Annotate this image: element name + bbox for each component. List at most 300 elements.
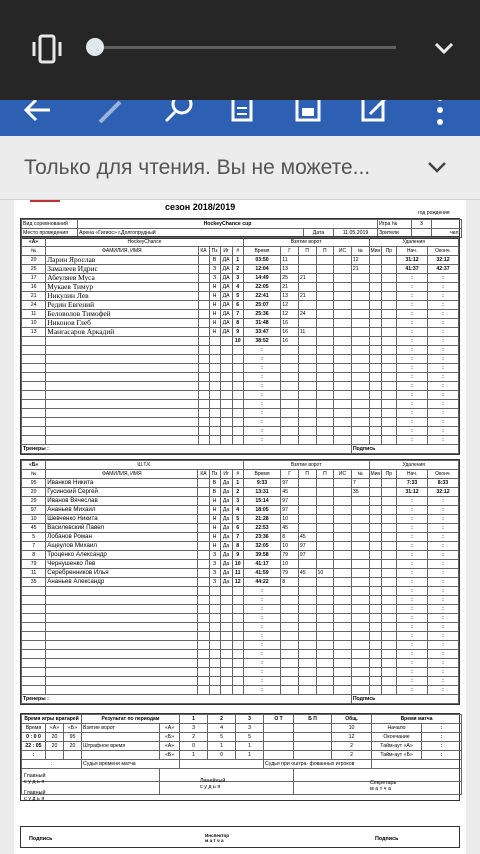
penalty-player — [351, 677, 369, 686]
penalty-reason — [381, 686, 396, 695]
player-number: 11 — [22, 569, 46, 578]
goal-assist-1 — [298, 488, 316, 497]
period-score: 1 — [208, 742, 236, 751]
goal-number: 11 — [232, 569, 243, 578]
table-row — [22, 292, 459, 301]
penalty-player: 21 — [351, 265, 369, 274]
goal-number — [232, 364, 243, 373]
table-row — [22, 623, 459, 632]
period-score: 2 — [332, 751, 372, 760]
goal-situation — [334, 328, 352, 337]
period-score: 3 — [236, 724, 264, 733]
goal-assist-1: 21 — [298, 292, 316, 301]
goal-situation — [334, 587, 352, 596]
goal-assist-1 — [298, 382, 316, 391]
penalty-min — [369, 319, 381, 328]
column-header: Нач. — [397, 470, 428, 479]
goal-assist-2 — [316, 668, 334, 677]
penalty-reason — [381, 506, 396, 515]
penalty-start: : — [397, 391, 428, 400]
column-header: № — [351, 247, 369, 256]
player-number — [22, 686, 46, 695]
save-icon[interactable] — [288, 100, 328, 132]
goal-assist-1 — [298, 301, 316, 310]
player-position: З — [209, 560, 220, 569]
penalty-start: : — [397, 587, 428, 596]
goal-number — [232, 418, 243, 427]
player-ka — [198, 436, 209, 445]
penalty-player — [351, 427, 369, 436]
team-b-table — [20, 459, 460, 705]
player-number: 35 — [22, 578, 46, 587]
player-ka — [198, 533, 209, 542]
goal-scorer: 12 — [281, 310, 299, 319]
player-name — [46, 650, 198, 659]
penalty-end: : — [427, 614, 458, 623]
goal-assist-1 — [298, 265, 316, 274]
table-row — [22, 328, 459, 337]
goal-number: 3 — [232, 274, 243, 283]
goal-scorer — [281, 382, 299, 391]
document-icon[interactable] — [222, 100, 262, 132]
coaches-label: Тренеры : — [22, 695, 352, 704]
penalty-player — [351, 292, 369, 301]
goal-time: : — [243, 605, 281, 614]
period-score: 2 — [180, 733, 208, 742]
goal-assist-2 — [316, 659, 334, 668]
player-name: Василевский Павел — [46, 524, 198, 533]
goal-assist-2 — [316, 524, 334, 533]
player-number: 45 — [22, 524, 46, 533]
penalty-start: : — [397, 560, 428, 569]
column-header: Пр — [381, 247, 396, 256]
goal-situation — [334, 382, 352, 391]
goal-situation — [334, 623, 352, 632]
penalty-end: : — [427, 569, 458, 578]
penalty-player — [351, 623, 369, 632]
place-label: Место проведения — [22, 229, 78, 238]
goal-scorer: 10 — [281, 542, 299, 551]
player-played: Да — [220, 542, 232, 551]
penalty-min — [369, 551, 381, 560]
team-header-row — [22, 461, 459, 470]
goal-situation — [334, 569, 352, 578]
penalty-end: : — [427, 409, 458, 418]
penalty-min — [369, 488, 381, 497]
penalty-start: : — [397, 632, 428, 641]
comp-label: Вид соревнований — [22, 220, 78, 229]
gk-time-cell: «Б» — [64, 724, 82, 733]
column-header: Время — [243, 470, 281, 479]
period-score — [264, 751, 294, 760]
player-played: ДА — [220, 265, 232, 274]
goal-time: 03:50 — [243, 256, 281, 265]
penalty-start: : — [397, 382, 428, 391]
game-no: 3 — [412, 220, 432, 229]
goal-assist-2 — [316, 596, 334, 605]
goal-number: 4 — [232, 506, 243, 515]
gk-time-cell: 20 — [64, 742, 82, 751]
player-number — [22, 614, 46, 623]
goal-assist-2 — [316, 310, 334, 319]
goal-scorer: 79 — [281, 569, 299, 578]
player-position — [209, 355, 220, 364]
goal-assist-1 — [298, 515, 316, 524]
goal-number — [232, 641, 243, 650]
goal-situation — [334, 542, 352, 551]
player-position — [209, 641, 220, 650]
penalty-reason — [381, 418, 396, 427]
volume-slider-thumb[interactable] — [86, 38, 104, 56]
goal-situation — [334, 605, 352, 614]
goal-assist-2 — [316, 409, 334, 418]
penalty-player — [351, 596, 369, 605]
goal-time: 13:31 — [243, 488, 281, 497]
goal-time: 14:49 — [243, 274, 281, 283]
player-position: В — [209, 488, 220, 497]
penalty-end: : — [427, 587, 458, 596]
player-ka — [198, 319, 209, 328]
player-ka — [198, 310, 209, 319]
goal-situation — [334, 400, 352, 409]
vibrate-icon[interactable] — [30, 34, 64, 64]
penalty-end: : — [427, 346, 458, 355]
goal-assist-2 — [316, 497, 334, 506]
player-position — [209, 614, 220, 623]
goal-assist-1 — [298, 256, 316, 265]
player-ka — [198, 623, 209, 632]
player-played — [220, 373, 232, 382]
table-row — [22, 587, 459, 596]
penalty-start: : — [397, 364, 428, 373]
table-row — [22, 497, 459, 506]
penalty-min — [369, 418, 381, 427]
table-row — [22, 641, 459, 650]
back-arrow-icon[interactable] — [18, 100, 58, 132]
goal-number: 7 — [232, 310, 243, 319]
penalty-min — [369, 479, 381, 488]
volume-slider-track[interactable] — [94, 46, 396, 49]
table-row — [22, 364, 459, 373]
goal-assist-1 — [298, 560, 316, 569]
goal-situation — [334, 650, 352, 659]
player-played — [220, 400, 232, 409]
player-played: ДА — [220, 292, 232, 301]
penalty-end: : — [427, 686, 458, 695]
goal-scorer: 16 — [281, 337, 299, 346]
period-score — [264, 724, 294, 733]
penalty-reason — [381, 382, 396, 391]
signature-box — [20, 826, 460, 848]
penalty-reason — [381, 569, 396, 578]
player-played — [220, 427, 232, 436]
goal-assist-1 — [298, 524, 316, 533]
edit-sign-icon[interactable] — [354, 100, 394, 132]
penalty-min — [369, 524, 381, 533]
goal-assist-2 — [316, 337, 334, 346]
player-position — [209, 364, 220, 373]
goal-assist-2 — [316, 506, 334, 515]
goal-situation — [334, 497, 352, 506]
penalty-player — [351, 301, 369, 310]
penalty-end: : — [427, 364, 458, 373]
summary-row-label: Штрафное время — [82, 742, 160, 751]
goal-assist-1 — [298, 427, 316, 436]
match-time-item: Тайм-аут «Б» — [372, 751, 422, 760]
player-ka — [198, 650, 209, 659]
goal-time: 22:05 — [243, 283, 281, 292]
penalty-end: : — [427, 292, 458, 301]
player-name — [46, 355, 198, 364]
chevron-down-icon[interactable] — [432, 38, 456, 58]
app-toolbar — [0, 100, 480, 136]
table-row — [22, 659, 459, 668]
player-ka — [198, 488, 209, 497]
goal-scorer: 10 — [281, 560, 299, 569]
penalty-player — [351, 641, 369, 650]
goal-number: 1 — [232, 479, 243, 488]
player-ka — [198, 427, 209, 436]
penalty-player — [351, 605, 369, 614]
player-played — [220, 382, 232, 391]
player-name: Гусинский Сергей — [46, 488, 198, 497]
goal-time: : — [243, 436, 281, 445]
player-name — [46, 337, 198, 346]
table-row — [22, 578, 459, 587]
table-row — [22, 337, 459, 346]
goal-assist-1 — [298, 346, 316, 355]
player-name — [46, 346, 198, 355]
penalty-start: : — [397, 400, 428, 409]
goal-assist-1 — [298, 506, 316, 515]
penalty-player — [351, 364, 369, 373]
player-name — [46, 605, 198, 614]
player-position — [209, 587, 220, 596]
goal-assist-2 — [316, 587, 334, 596]
penalty-reason — [381, 256, 396, 265]
player-played: ДА — [220, 283, 232, 292]
secretary-label: Секретарь м а т ч а — [370, 780, 397, 792]
player-number — [22, 346, 46, 355]
player-played — [220, 614, 232, 623]
period-ot: О Т — [264, 715, 294, 724]
goal-number — [232, 668, 243, 677]
goal-time: 33:47 — [243, 328, 281, 337]
player-name: Чернушенко Лев — [46, 560, 198, 569]
penalty-start: 7:33 — [397, 479, 428, 488]
goal-scorer — [281, 596, 299, 605]
player-played: Да — [220, 533, 232, 542]
goal-number: 12 — [232, 578, 243, 587]
coaches-label: Тренеры : — [22, 445, 352, 454]
goal-number: 7 — [232, 533, 243, 542]
player-ka — [198, 364, 209, 373]
goal-scorer — [281, 632, 299, 641]
player-position — [209, 427, 220, 436]
player-position — [209, 391, 220, 400]
goal-assist-2 — [316, 650, 334, 659]
search-icon[interactable] — [158, 100, 198, 132]
penalty-end: : — [427, 391, 458, 400]
goal-number: 9 — [232, 328, 243, 337]
penalty-player — [351, 686, 369, 695]
penalty-min — [369, 668, 381, 677]
penalty-player — [351, 346, 369, 355]
readonly-text: Только для чтения. Вы не можете... — [24, 156, 371, 179]
column-header: Оконч. — [427, 470, 458, 479]
penalty-reason — [381, 587, 396, 596]
column-header: Пз — [209, 470, 220, 479]
goal-number — [232, 623, 243, 632]
penalty-end: : — [427, 319, 458, 328]
goal-assist-2 — [316, 355, 334, 364]
goal-number — [232, 382, 243, 391]
goal-time: : — [243, 677, 281, 686]
player-position: Н — [209, 542, 220, 551]
summary-row — [22, 751, 462, 760]
goal-time: 31:48 — [243, 319, 281, 328]
penalty-min — [369, 301, 381, 310]
summary-team-tag: «Б» — [160, 751, 180, 760]
player-played — [220, 641, 232, 650]
penalty-min — [369, 274, 381, 283]
goal-time: : — [243, 596, 281, 605]
table-row — [22, 427, 459, 436]
goal-number — [232, 400, 243, 409]
player-name — [46, 668, 198, 677]
penalty-start: : — [397, 596, 428, 605]
penalty-start: : — [397, 569, 428, 578]
penalty-reason — [381, 596, 396, 605]
penalty-player: 7 — [351, 479, 369, 488]
penalty-min — [369, 641, 381, 650]
goal-time: : — [243, 391, 281, 400]
penalty-reason — [381, 524, 396, 533]
table-row — [22, 488, 459, 497]
penalty-player — [351, 283, 369, 292]
player-ka — [198, 569, 209, 578]
player-name — [46, 659, 198, 668]
gk-time-cell: Время — [22, 724, 46, 733]
goal-assist-1: 45 — [298, 533, 316, 542]
player-name — [46, 677, 198, 686]
goal-time: 9:33 — [243, 479, 281, 488]
summary-row-label: Взятие ворот — [82, 724, 160, 733]
column-header: # — [232, 470, 243, 479]
goal-situation — [334, 614, 352, 623]
period-1: 1 — [180, 715, 208, 724]
goal-time: : — [243, 650, 281, 659]
team-tag: «А» — [22, 238, 46, 247]
player-ka — [198, 560, 209, 569]
player-name — [46, 632, 198, 641]
goal-scorer: 8 — [281, 578, 299, 587]
penalties-header: Удаления — [369, 461, 458, 470]
goal-assist-2 — [316, 488, 334, 497]
player-name — [46, 391, 198, 400]
penalty-reason — [381, 400, 396, 409]
penalty-reason — [381, 409, 396, 418]
player-played: ДА — [220, 319, 232, 328]
goal-number — [232, 436, 243, 445]
penalty-player — [351, 409, 369, 418]
column-header: № — [22, 470, 46, 479]
summary-team-tag: «Б» — [160, 733, 180, 742]
penalty-start: : — [397, 506, 428, 515]
table-row — [22, 533, 459, 542]
goal-scorer — [281, 391, 299, 400]
player-played: Да — [220, 515, 232, 524]
gk-time-cell — [46, 751, 64, 760]
penalty-reason — [381, 346, 396, 355]
goal-number: 5 — [232, 292, 243, 301]
player-ka — [198, 337, 209, 346]
penalty-end: : — [427, 328, 458, 337]
penalty-end: : — [427, 497, 458, 506]
summary-row-label — [82, 733, 160, 742]
penalty-min — [369, 292, 381, 301]
penalty-player — [351, 382, 369, 391]
chief-referee-label: Главный с у д ь я — [24, 773, 46, 785]
goal-number: 1 — [232, 256, 243, 265]
player-ka — [198, 479, 209, 488]
player-name: Замалеев Идрис — [46, 265, 198, 274]
goal-situation — [334, 686, 352, 695]
penalty-min — [369, 659, 381, 668]
column-header: Мин — [370, 248, 381, 254]
goal-time: : — [243, 587, 281, 596]
chevron-down-icon[interactable] — [426, 160, 448, 176]
column-header: # — [232, 247, 243, 256]
signature-label: Подпись — [351, 695, 458, 704]
player-position: Н — [209, 328, 220, 337]
period-score: 0 — [208, 751, 236, 760]
periods-label: Результат по периодам — [82, 715, 180, 724]
player-ka — [198, 409, 209, 418]
penalty-end: : — [427, 668, 458, 677]
penalty-end: : — [427, 542, 458, 551]
gk-time-cell: 95 — [64, 733, 82, 742]
match-time-value: : — [422, 724, 462, 733]
goal-scorer — [281, 409, 299, 418]
player-played: Да — [220, 506, 232, 515]
goal-situation — [334, 256, 352, 265]
goal-situation — [334, 668, 352, 677]
player-played: Да — [220, 569, 232, 578]
player-ka — [198, 274, 209, 283]
column-header: КА — [198, 470, 209, 479]
more-vert-icon[interactable] — [420, 100, 460, 132]
player-number — [22, 650, 46, 659]
penalty-player — [351, 373, 369, 382]
penalty-min — [369, 409, 381, 418]
player-position — [209, 346, 220, 355]
referee-penalty-label: Судья при оштра- фованных игроков — [264, 760, 372, 769]
player-played — [220, 355, 232, 364]
penalty-reason — [381, 337, 396, 346]
penalty-reason — [381, 355, 396, 364]
player-position — [209, 632, 220, 641]
player-ka — [198, 524, 209, 533]
penalty-reason — [381, 578, 396, 587]
penalty-min — [369, 364, 381, 373]
readonly-banner[interactable] — [0, 136, 480, 200]
goal-assist-1 — [298, 623, 316, 632]
pen-icon[interactable] — [92, 100, 132, 132]
goal-number — [232, 596, 243, 605]
penalty-start: : — [397, 292, 428, 301]
penalty-start: : — [397, 641, 428, 650]
